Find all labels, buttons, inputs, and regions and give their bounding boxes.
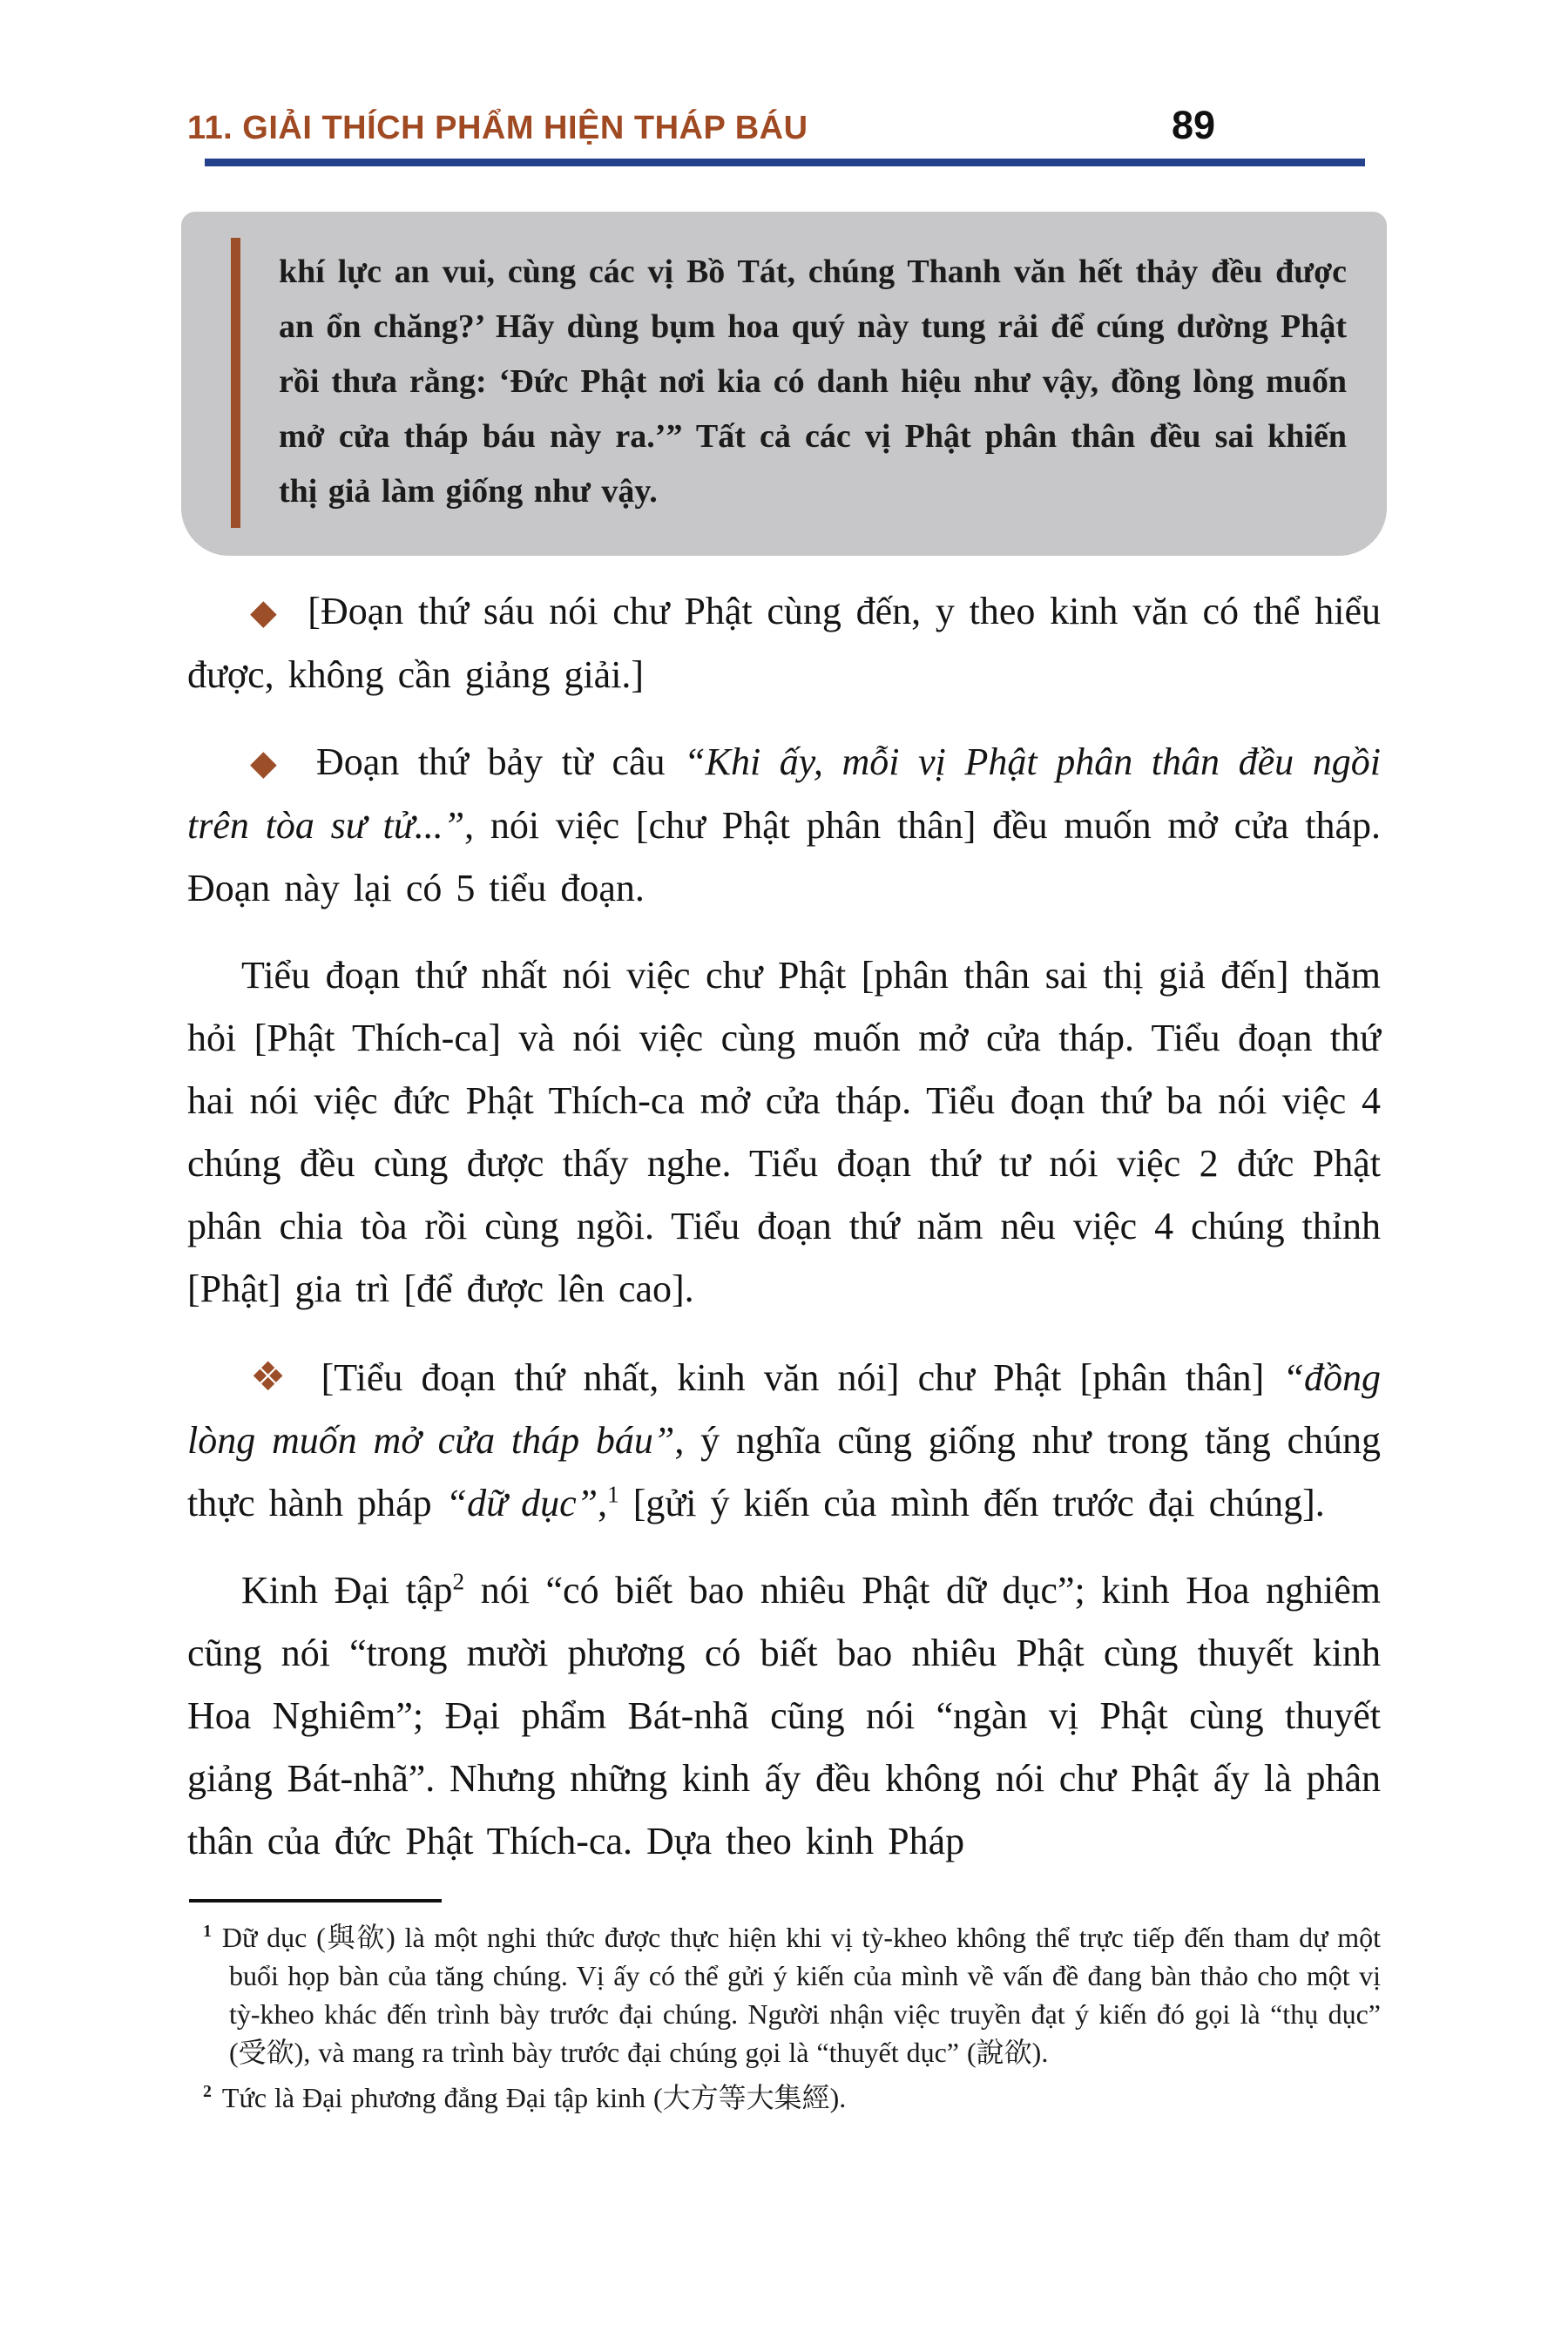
paragraph-text: [Tiểu đoạn thứ nhất, kinh văn nói] chư Phật [phân thân]: [321, 1356, 1283, 1399]
footnote-separator-line: [189, 1899, 442, 1903]
running-head: [187, 103, 1381, 148]
four-diamonds-bullet-icon: ❖: [250, 1353, 291, 1400]
footnote-1: [187, 1918, 1381, 2072]
paragraph-sutra-citations: [187, 1559, 1381, 1873]
body-text: [187, 580, 1381, 1873]
footnote-2-text: Tức là Đại phương đẳng Đại tập kinh (大方等大集經).: [221, 2082, 847, 2113]
paragraph-subsections-overview: [187, 944, 1381, 1321]
page-content: [187, 0, 1381, 2117]
paragraph-text: [gửi ý kiến của mình đến trước đại chúng].: [618, 1482, 1325, 1524]
quote-left-bar: [231, 238, 240, 528]
paragraph-text: , ý nghĩa cũng giống như trong tăng chúng thực hành pháp: [187, 1419, 1381, 1524]
header-rule-line: [205, 159, 1365, 166]
paragraph-text: Tiểu đoạn thứ nhất nói việc chư Phật [phân thân sai thị giả đến] thăm hỏi [Phật Thích-ca] và nói việc cùng muốn mở cửa tháp. Tiểu đoạn thứ hai nói việc đức Phật Thích-ca mở cửa tháp. Tiểu đoạn thứ ba nói việc 4 chúng đều cùng được thấy nghe. Tiểu đoạn thứ tư nói việc 2 đức Phật phân chia tòa rồi cùng ngồi. Tiểu đoạn thứ năm nêu việc 4 chúng thỉnh [Phật] gia trì [để được lên cao].: [187, 954, 1381, 1310]
paragraph-section-six: [187, 580, 1381, 706]
paragraph-text: Kinh Đại tập: [241, 1569, 453, 1612]
paragraph-subsection-one: [187, 1345, 1381, 1535]
footnote-1-marker: 1: [203, 1922, 212, 1942]
diamond-bullet-icon: ◆: [250, 743, 282, 783]
footnotes-section: [187, 1899, 1381, 2117]
paragraph-text: , nói việc [chư Phật phân thân] đều muốn mở cửa tháp. Đoạn này lại có 5 tiểu đoạn.: [187, 804, 1382, 909]
footnote-1-text: Dữ dục (與欲) là một nghi thức được thực hiện khi vị tỳ-kheo không thể trực tiếp đến tham dự một buổi họp bàn của tăng chúng. Vị ấy có thể gửi ý kiến của mình về vấn đề đang bàn thảo cho một vị tỳ-kheo khác đến trình bày trước đại chúng. Người nhận việc truyền đạt ý kiến đó gọi là “thụ dục” (受欲), và mang ra trình bày trước đại chúng gọi là “thuyết dục” (說欲).: [221, 1922, 1381, 2068]
paragraph-text: Đoạn thứ bảy từ câu: [316, 740, 685, 783]
paragraph-text: ,: [598, 1482, 608, 1524]
page-header: [187, 0, 1381, 166]
scripture-quote-block: [181, 212, 1387, 556]
page-number: 89: [1171, 103, 1215, 147]
footnote-reference-1: 1: [607, 1481, 619, 1508]
footnote-2-marker: 2: [203, 2082, 212, 2102]
quote-text: khí lực an vui, cùng các vị Bồ Tát, chúng Thanh văn hết thảy đều được an ổn chăng?’ Hãy dùng bụm hoa quý này tung rải để cúng dường Phật rồi thưa rằng: ‘Đức Phật nơi kia có danh hiệu như vậy, đồng lòng muốn mở cửa tháp báu này ra.’” Tất cả các vị Phật phân thân đều sai khiến thị giả làm giống như vậy.: [279, 253, 1347, 510]
footnote-reference-2: 2: [452, 1568, 465, 1595]
paragraph-text: [Đoạn thứ sáu nói chư Phật cùng đến, y theo kinh văn có thể hiểu được, không cần giảng giải.]: [187, 590, 1382, 696]
quoted-term: “dữ dục”: [445, 1482, 598, 1524]
running-header-title: 11. GIẢI THÍCH PHẨM HIỆN THÁP BÁU: [187, 110, 808, 146]
paragraph-section-seven: [187, 731, 1381, 920]
quoted-scripture-phrase: “Khi ấy, mỗi vị Phật phân thân đều ngồi trên tòa sư tử...”: [187, 740, 1382, 847]
paragraph-text: nói “có biết bao nhiêu Phật dữ dục”; kinh Hoa nghiêm cũng nói “trong mười phương có biết bao nhiêu Phật cùng thuyết kinh Hoa Nghiêm”; Đại phẩm Bát-nhã cũng nói “ngàn vị Phật cùng thuyết giảng Bát-nhã”. Nhưng những kinh ấy đều không nói chư Phật ấy là phân thân của đức Phật Thích-ca. Dựa theo kinh Pháp: [187, 1569, 1381, 1862]
diamond-bullet-icon: ◆: [250, 592, 278, 632]
footnote-2: [187, 2078, 1381, 2117]
quoted-scripture-phrase: “đồng lòng muốn mở cửa tháp báu”: [187, 1356, 1381, 1462]
